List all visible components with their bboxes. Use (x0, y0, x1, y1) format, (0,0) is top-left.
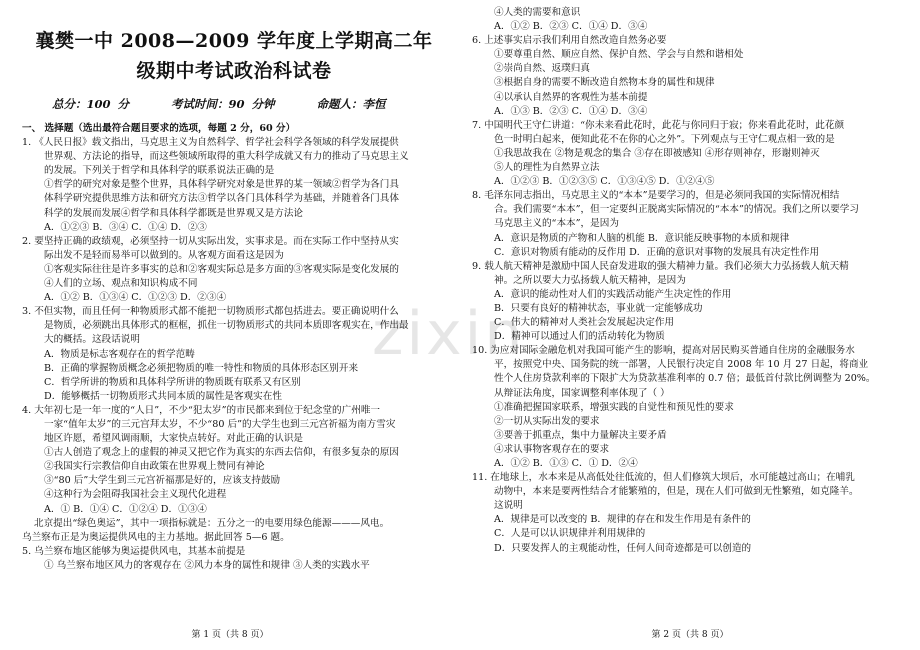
text-line: 世界观、方法论的指导，而这些领域所取得的重大科学成就又有力的推动了马克思主义 (44, 151, 409, 163)
text-line: ①客观实际往往是许多事实的总和②客观实际总是多方面的③客观实际是变化发展的 (44, 263, 399, 275)
text-line: 体科学研究提供思维方法和研究方法③哲学以各门具体科学为基础，并随着各门具体 (44, 193, 399, 205)
text-line: ①哲学的研究对象是整个世界，具体科学研究对象是世界的某一领域②哲学为各门具 (44, 179, 399, 191)
text-line: C．意识对物质有能动的反作用 D．正确的意识对事物的发展具有决定性作用 (494, 246, 820, 258)
section-heading: 一、 选择题（选出最符合题目要求的选项，每题 2 分，60 分） (22, 123, 296, 134)
text-line: 的发展。下列关于哲学和具体科学的联系说法正确的是 (44, 165, 275, 177)
page-footer-right: 第 2 页（共 8 页） (651, 630, 729, 640)
text-line: 马克思主义的“本本”，是因为 (494, 218, 619, 230)
text-line: ②崇尚自然、返璞归真 (494, 63, 590, 75)
text-line: A．物质是标志客观存在的哲学范畴 (44, 348, 195, 360)
text-line: 5. 乌兰察布地区能够为奥运提供风电，其基本前提是 (22, 545, 246, 557)
text-line: 乌兰察布正是为奥运提供风电的主力基地。据此回答 5—6 题。 (22, 531, 290, 543)
text-line: 3. 不但实物，而且任何一种物质形式都不能把一切物质形式都包括进去。要正确说明什么 (22, 306, 399, 318)
text-line: ②我国实行宗教信仰自由政策在世界观上赞同有神论 (44, 461, 265, 473)
text-line: 科学的发展而发展④哲学和具体科学都既是世界观又是方法论 (44, 207, 304, 219)
text-line: 这说明 (494, 500, 523, 512)
text-line: 从辩证法角度，国家调整利率体现了（ ） (494, 387, 670, 399)
text-line: 6. 上述事实启示我们利用自然改造自然务必要 (472, 35, 667, 47)
text-line: A．①② B．①③④ C．①②③ D．②③④ (44, 292, 227, 304)
text-line: C．人是可以认识规律并利用规律的 (494, 528, 646, 540)
text-line: A．①②③ B．③④ C．①④ D．②③ (44, 221, 207, 233)
exam-meta: 总分：100 分 考试时间：90 分钟 命题人：李恒 (52, 97, 386, 111)
text-line: 动物中，本来是要两性结合才能繁殖的，但是，现在人们可做到无性繁殖，如克隆羊。 (494, 486, 859, 498)
text-line: 10. 为应对国际金融危机对我国可能产生的影响，提高对居民购买普通自住房的金融服务水 (472, 345, 855, 357)
text-line: ⑤人的理性为自然界立法 (494, 162, 600, 174)
text-line: 北京提出“绿色奥运”，其中一项指标就是：五分之一的电要用绿色能源———风电。 (34, 517, 390, 529)
text-line: ①我思故我在 ②物是观念的集合 ③存在即被感知 ④形存则神存，形谢则神灭 (494, 147, 820, 159)
text-line: A．①③ B．②③ C．①④ D．③④ (494, 105, 648, 117)
text-line: 2. 要坚持正确的政绩观，必须坚持一切从实际出发，实事求是。而在实际工作中坚持从实 (22, 235, 399, 247)
text-line: ①古人创造了观念上的虚假的神灵又把它作为真实的东西去信仰，有很多复杂的原因 (44, 447, 399, 459)
text-line: A．意识是物质的产物和人脑的机能 B．意识能反映事物的本质和规律 (494, 232, 790, 244)
text-line: ④以承认自然界的客观性为基本前提 (494, 91, 648, 103)
left-question-text (22, 136, 446, 573)
exam-title-line1: 襄樊一中 2008—2009 学年度上学期高二年 (35, 30, 433, 52)
text-line: ④人们的立场、观点和知识构成不同 (44, 278, 198, 290)
page-footer-left: 第 1 页（共 8 页） (191, 630, 269, 640)
text-line: 7. 中国明代王守仁讲道：“你未来看此花时，此花与你同归于寂；你来看此花时，此花颜 (472, 119, 845, 131)
text-line: 是物质，必须跳出具体形式的框框，抓住一切物质形式的共同本质即客观实在，作出最 (44, 320, 409, 332)
text-line: A．①②③ B．①②③⑤ C．①③④⑤ D．①②④⑤ (494, 176, 715, 188)
text-line: D．能够概括一切物质形式共同本质的属性是客观实在性 (44, 390, 282, 402)
text-line: D．只要发挥人的主观能动性，任何人间奇迹都是可以创造的 (494, 542, 752, 554)
text-line: 性个人住房贷款利率的下限扩大为贷款基准利率的 0.7 倍；最低首付款比例调整为 20%。 (494, 373, 876, 385)
text-line: ④这种行为会阻碍我国社会主义现代化进程 (44, 489, 227, 501)
text-line: A．规律是可以改变的 B．规律的存在和发生作用是有条件的 (494, 514, 751, 526)
text-line: A．①② B．①③ C．① D．②④ (494, 458, 638, 469)
text-line: 平，按照党中央、国务院的统一部署，人民银行决定自 2008 年 10 月 27 日起，将商业 (494, 359, 869, 371)
text-line: 一家“值年太岁”的三元宫拜太岁，不少“80 后”的大学生也到三元宫祈福为南方雪灾 (44, 418, 396, 430)
text-line: ②一切从实际出发的要求 (494, 415, 600, 427)
text-line: 色一时明白起来，便知此花不在你的心之外”。下列观点与王守仁观点相一致的是 (494, 133, 835, 145)
page-right (460, 0, 920, 650)
text-line: 11. 在地球上，水本来是从高低处往低流的，但人们修筑大坝后，水可能越过高山；在哺乳 (472, 472, 855, 484)
text-line: D．精神可以通过人们的活动转化为物质 (494, 331, 665, 343)
text-line: ① 乌兰察布地区风力的客观存在 ②风力本身的属性和规律 ③人类的实践水平 (44, 559, 370, 571)
text-line: C．伟大的精神对人类社会发展起决定作用 (494, 317, 675, 329)
text-line: 9. 载人航天精神是激励中国人民奋发进取的强大精神力量。我们必须大力弘扬载人航天精 (472, 260, 849, 272)
text-line: 神。之所以要大力弘扬载人航天精神，是因为 (494, 274, 686, 286)
text-line: A．①② B．②③ C．①④ D．③④ (494, 21, 648, 33)
text-line: ③根据自身的需要不断改造自然物本身的属性和规律 (494, 77, 715, 89)
text-line: 大的概括。这段话说明 (44, 334, 140, 346)
exam-title-line2: 级期中考试政治科试卷 (136, 60, 332, 82)
text-line: 1. 《人民日报》载文指出，马克思主义为自然科学、哲学社会科学各领域的科学发展提供 (22, 137, 399, 149)
text-line: ④人类的需要和意识 (494, 7, 581, 18)
text-line: B．正确的掌握物质概念必须把物质的唯一特性和物质的具体形态区别开来 (44, 362, 359, 374)
watermark: zixin (372, 299, 526, 369)
text-line: 合。我们需要“本本”，但一定要纠正脱离实际情况的“本本”的情况。我们之所以要学习 (494, 204, 859, 216)
text-line: ①要尊重自然、顺应自然、保护自然、学会与自然和谐相处 (494, 49, 744, 61)
text-line: 8. 毛泽东同志指出，马克思主义的“本本”是要学习的，但是必须同我国的实际情况相结 (472, 190, 840, 202)
text-line: ①准确把握国家联系，增强实践的自觉性和预见性的要求 (494, 401, 734, 413)
text-line: A．意识的能动性对人们的实践活动能产生决定性的作用 (494, 288, 732, 300)
text-line: B．只要有良好的精神状态，事业就一定能够成功 (494, 302, 703, 314)
text-line: 际出发不是轻而易举可以做到的。从客观方面看这是因为 (44, 249, 284, 261)
text-line: 地区许愿，希望风调雨顺，大家快点转好。对此正确的认识是 (44, 433, 304, 445)
text-line: ③要善于抓重点，集中力量解决主要矛盾 (494, 429, 667, 441)
text-line: ③“80 后”大学生到三元宫祈福那是好的，应该支持鼓励 (44, 475, 281, 487)
text-line: ④求认事物客观存在的要求 (494, 443, 610, 455)
text-line: A．① B．①④ C．①②④ D．①③④ (44, 503, 207, 515)
text-line: C．哲学所讲的物质和具体科学所讲的物质既有联系又有区别 (44, 376, 301, 388)
right-question-text (472, 6, 880, 556)
text-line: 4. 大年初七是一年一度的“人日”，不少“犯太岁”的市民都来到位于纪念堂的广州唯一 (22, 404, 381, 416)
